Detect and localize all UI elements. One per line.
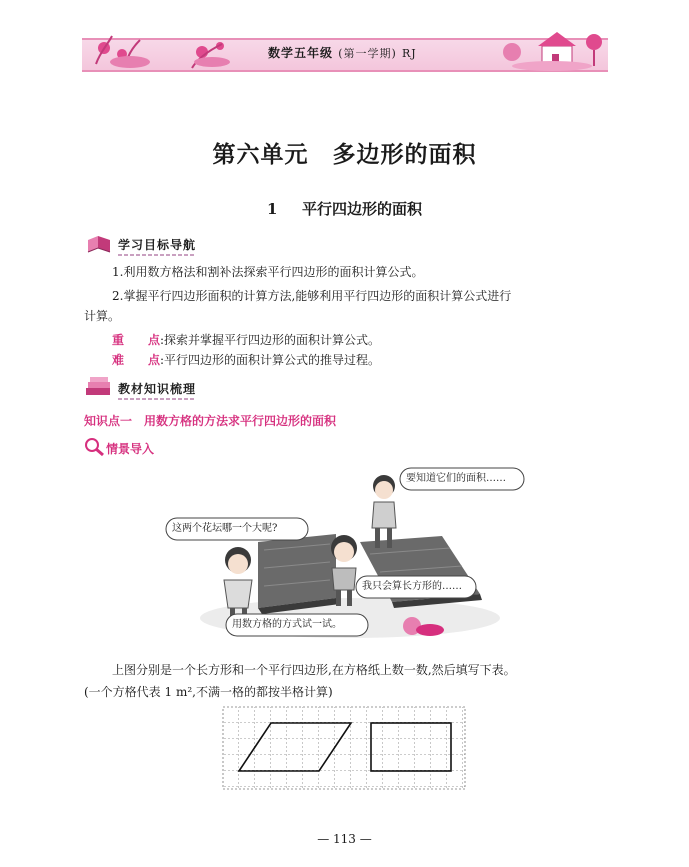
key-point-label: 重 点 — [112, 333, 161, 347]
key-point-text: :探索并掌握平行四边形的面积计算公式。 — [160, 333, 381, 347]
book-icon — [86, 234, 112, 254]
grid-paper — [222, 706, 468, 792]
rectangle-flower-bed — [258, 534, 336, 608]
scene-heading: 情景导入 — [106, 442, 155, 456]
unit-title: 第六单元 多边形的面积 — [212, 141, 477, 168]
knowledge-point-1: 知识点一 用数方格的方法求平行四边形的面积 — [84, 414, 337, 428]
flower-icon — [98, 42, 224, 59]
lesson-title — [0, 198, 689, 219]
girl-figure-right — [372, 475, 396, 548]
books-icon — [84, 376, 114, 398]
instruction-line-1: 上图分别是一个长方形和一个平行四边形,在方格纸上数一数,然后填写下表。 — [112, 663, 516, 677]
lesson-name: 平行四边形的面积 — [301, 200, 422, 218]
speech-bubble-2: 要知道它们的面积…… — [406, 473, 506, 484]
study-goals-heading: 学习目标导航 — [118, 236, 196, 253]
difficult-point-label: 难 点 — [112, 353, 161, 367]
knowledge-heading: 教材知识梳理 — [118, 380, 196, 397]
magnifier-icon — [84, 437, 106, 457]
goal-item-2-cont: 计算。 — [84, 309, 121, 323]
header-edition: RJ — [401, 47, 417, 60]
lesson-number: 1 — [267, 200, 278, 218]
header-grade: 数学五年级 — [268, 46, 334, 60]
speech-bubble-1: 这两个花坛哪一个大呢? — [172, 523, 278, 534]
header-title — [268, 44, 417, 61]
difficult-point — [112, 350, 380, 370]
key-point — [112, 330, 380, 350]
page-number: — 113 — — [317, 832, 372, 846]
speech-bubble-3: 我只会算长方形的…… — [362, 581, 462, 592]
header-term: (第一学期) — [338, 47, 397, 60]
speech-bubble-4: 用数方格的方式试一试。 — [232, 619, 342, 630]
difficult-point-text: :平行四边形的面积计算公式的推导过程。 — [160, 353, 381, 367]
goal-item-2: 2.掌握平行四边形面积的计算方法,能够利用平行四边形的面积计算公式进行 — [112, 289, 512, 303]
instruction-line-2: (一个方格代表 1 m²,不满一格的都按半格计算) — [84, 685, 333, 699]
goal-item-1: 1.利用数方格法和割补法探索平行四边形的面积计算公式。 — [112, 265, 424, 279]
